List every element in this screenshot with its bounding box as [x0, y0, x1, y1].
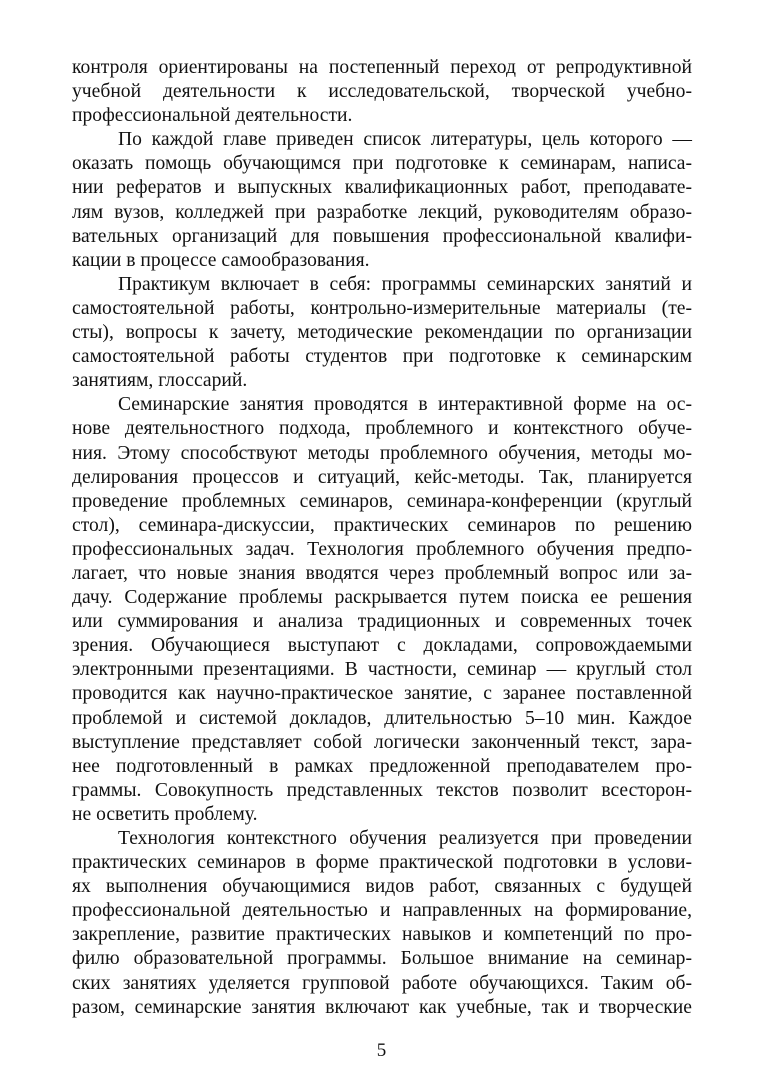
- text-line: нее подготовленный в рамках предложенной преподавателем про-: [72, 755, 692, 777]
- text-line: ских занятиях уделяется групповой работе обучающихся. Таким об-: [72, 972, 692, 994]
- text-line: контроля ориентированы на постепенный переход от репродуктивной: [72, 57, 692, 78]
- text-line: филю образовательной программы. Большое внимание на семинар-: [72, 948, 692, 970]
- text-line: оказать помощь обучающимся при подготовке к семинарам, написа-: [72, 153, 692, 175]
- page-number: 5: [376, 1040, 387, 1061]
- text-line: По каждой главе приведен список литературы, цель которого —: [118, 129, 692, 151]
- page-body: [72, 56, 692, 1020]
- text-line: нии рефератов и выпускных квалификационных работ, преподавате-: [72, 177, 692, 199]
- text-line: проводится как научно-практическое занятие, с заранее поставленной: [72, 683, 692, 705]
- text-line: сты), вопросы к зачету, методические рекомендации по организации: [72, 322, 692, 344]
- text-line: ях выполнения обучающимися видов работ, связанных с будущей: [72, 876, 692, 898]
- text-line: профессиональной деятельности.: [72, 105, 353, 127]
- text-line: электронными презентациями. В частности, семинар — круглый стол: [72, 659, 692, 681]
- text-line: Практикум включает в себя: программы семинарских занятий и: [118, 273, 692, 295]
- text-line: кации в процессе самообразования.: [72, 249, 370, 271]
- text-line: закрепление, развитие практических навыков и компетенций по про-: [72, 924, 692, 946]
- text-line: занятиям, глоссарий.: [72, 370, 248, 392]
- text-line: не осветить проблему.: [72, 803, 258, 825]
- text-line: ния. Этому способствуют методы проблемного обучения, методы мо-: [72, 442, 692, 464]
- text-line: зрения. Обучающиеся выступают с докладами, сопровождаемыми: [72, 635, 692, 657]
- text-line: проведение проблемных семинаров, семинара-конференции (круглый: [72, 490, 692, 512]
- text-line: выступление представляет собой логически законченный текст, зара-: [72, 731, 692, 753]
- text-line: Технология контекстного обучения реализуется при проведении: [118, 828, 692, 849]
- text-line: проблемой и системой докладов, длительностью 5–10 мин. Каждое: [72, 707, 692, 729]
- text-line: лям вузов, колледжей при разработке лекций, руководителям образо-: [72, 201, 692, 223]
- text-line: Семинарские занятия проводятся в интерактивной форме на ос-: [118, 394, 692, 416]
- paragraph: [72, 273, 692, 393]
- text-line: практических семинаров в форме практической подготовки в услови-: [72, 852, 692, 874]
- text-line: учебной деятельности к исследовательской, творческой учебно-: [72, 81, 692, 103]
- paragraph: [72, 393, 692, 827]
- text-line: граммы. Совокупность представленных текстов позволит всесторон-: [72, 779, 692, 801]
- text-line: самостоятельной работы студентов при подготовке к семинарским: [72, 346, 692, 368]
- text-line: профессиональной деятельностью и направленных на формирование,: [72, 900, 692, 922]
- text-line: разом, семинарские занятия включают как учебные, так и творческие: [72, 996, 692, 1018]
- text-line: или суммирования и анализа традиционных и современных точек: [72, 611, 692, 633]
- text-line: нове деятельностного подхода, проблемного и контекстного обуче-: [72, 418, 692, 440]
- text-line: самостоятельной работы, контрольно-измерительные материалы (те-: [72, 297, 692, 319]
- text-line: стол), семинара-дискуссии, практических семинаров по решению: [72, 514, 692, 536]
- paragraph: [72, 128, 692, 273]
- text-line: лагает, что новые знания вводятся через проблемный вопрос или за-: [72, 562, 692, 584]
- text-line: дачу. Содержание проблемы раскрывается путем поиска ее решения: [72, 587, 692, 609]
- paragraph: [72, 827, 692, 1020]
- paragraph: [72, 56, 692, 128]
- text-line: вательных организаций для повышения профессиональной квалифи-: [72, 225, 692, 247]
- text-line: профессиональных задач. Технология проблемного обучения предпо-: [72, 538, 692, 560]
- text-line: делирования процессов и ситуаций, кейс-методы. Так, планируется: [72, 466, 692, 488]
